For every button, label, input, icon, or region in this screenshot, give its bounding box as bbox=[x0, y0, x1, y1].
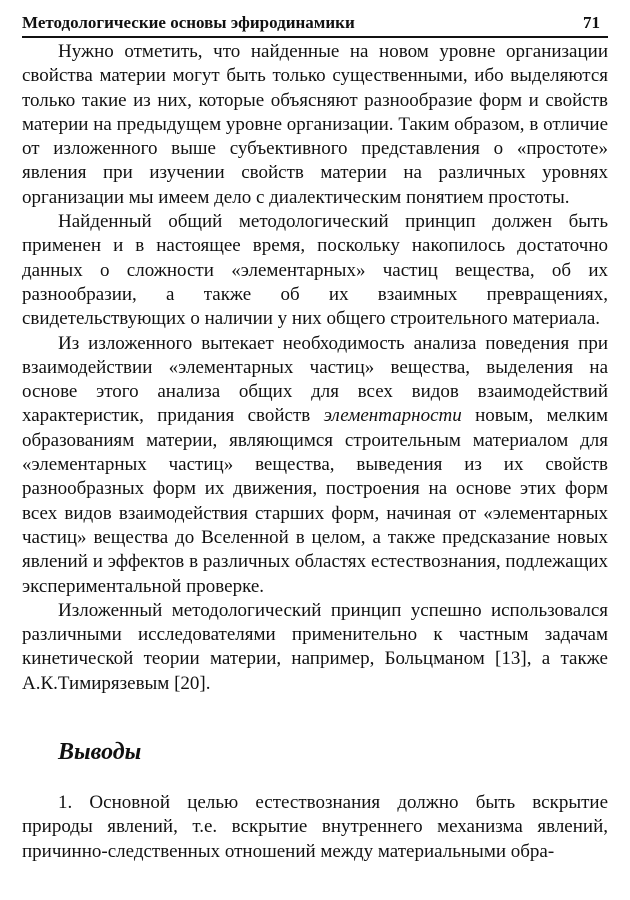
paragraph: Изложенный методологический принцип успешно использовался различными исследователями применительно к частным задачам кинетической теории материи, например, Больцманом [13], а также А.К.Тимирязевым [20]. bbox=[22, 599, 608, 694]
section-body-text bbox=[22, 791, 608, 864]
emphasized-term: элементарности bbox=[323, 405, 462, 427]
running-title: Методологические основы эфиродинамики bbox=[22, 13, 355, 32]
paragraph: 1. Основной целью естествознания должно быть вскрытие природы явлений, т.е. вскрытие внутреннего механизма явлений, причинно-следственных отношений между материальными обра- bbox=[22, 792, 608, 862]
paragraph-text: новым, мелким образованиям материи, являющимся строительным материалом для «элементарных частиц» вещества, выведения из их свойств разнообразных форм их движения, построения на основе этих форм всех видов взаимодействия старших форм, начиная от «элементарных частиц» вещества до Вселенной в целом, а также предсказание новых явлений и эффектов в различных областях естествознания, подлежащих экспериментальной проверке. bbox=[22, 405, 608, 597]
section-heading: Выводы bbox=[58, 739, 142, 765]
paragraph: Нужно отметить, что найденные на новом уровне организации свойства материи могут быть только существенными, ибо выделяются только такие из них, которые объясняют разнообразие форм и свойств материи на предыдущем уровне организации. Таким образом, в отличие от изложенного выше субъективного представления о «простоте» явления при изучении свойств материи на различных уровнях организации мы имеем дело с диалектическим понятием простоты. bbox=[22, 41, 608, 208]
running-header bbox=[22, 10, 608, 38]
page-number: 71 bbox=[583, 13, 600, 32]
paragraph-text: Из изложенного вытекает необходимость анализа поведения при взаимодействии «элементарных частиц» вещества, выделения на основе этого анализа общих для всех видов взаимодействий характеристик, придания свойств bbox=[22, 332, 608, 427]
paragraph bbox=[22, 332, 608, 599]
paragraph: Найденный общий методологический принцип должен быть применен и в настоящее время, поскольку накопилось достаточно данных о сложности «элементарных» частиц вещества, об их разнообразии, а также об их взаимных превращениях, свидетельствующих о наличии у них общего строительного материала. bbox=[22, 211, 608, 330]
body-text bbox=[22, 40, 608, 696]
